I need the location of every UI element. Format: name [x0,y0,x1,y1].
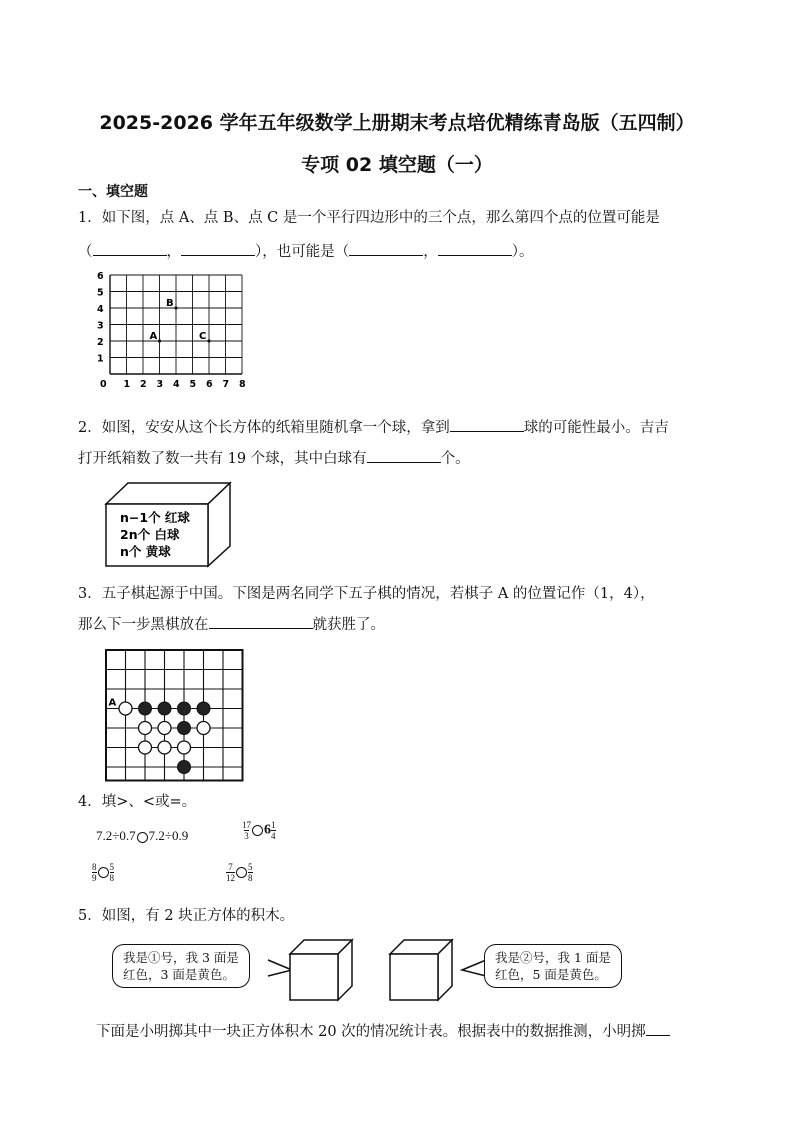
frac-num: 1 [271,820,276,830]
q1-grid-lines [110,275,242,374]
bubble-1-line-1: 我是①号，我 3 面是 [123,950,239,965]
point-c [207,339,210,342]
black-stone [178,722,191,735]
stone-a-label: A [108,697,117,709]
q1-blank-1[interactable] [93,241,167,256]
frac-den: 4 [271,831,276,841]
q1-comma-1: ， [166,244,181,260]
frac-den: 8 [109,873,114,883]
q4-item-3-right [110,862,115,883]
q4-item-1 [96,828,188,844]
q4-item-3 [92,862,114,883]
q2-blank-1[interactable] [450,417,524,432]
q4-circle-3[interactable] [98,867,109,878]
x-tick-label: 5 [189,379,197,390]
q4-item-4-left [226,862,235,883]
q1-grid-labels [97,271,246,390]
y-tick-label: 3 [97,320,104,332]
page-title: 2025-2026 学年五年级数学上册期末考点培优精练青岛版（五四制） [99,112,695,134]
q1-blank-3[interactable] [349,241,423,256]
q4-item-4-right [248,862,253,883]
q3-line-1: 3．五子棋起源于中国。下图是两名同学下五子棋的情况，若棋子 A 的位置记作（1，4）， [78,586,655,602]
black-stone [139,702,152,715]
q1-comma-2: ， [423,244,438,260]
white-stone [139,722,152,735]
black-stone [178,761,191,774]
q1-open: （ [78,244,93,260]
q1-blank-2[interactable] [181,241,255,256]
point-b [174,306,177,309]
q5-line-2 [96,1020,670,1041]
box-line-yellow: n个 黄球 [120,544,171,559]
q3-text-a: 那么下一步黑棋放在 [78,617,209,633]
frac-den: 9 [92,873,97,883]
q3-blank[interactable] [209,614,313,629]
y-tick-label: 5 [97,287,104,299]
q4-item-1-left: 7.2÷0.7 [96,828,136,843]
q4-circle-1[interactable] [137,832,148,843]
q2-text-a: 2．如图，安安从这个长方体的纸箱里随机拿一个球，拿到 [78,420,450,436]
box-line-red: n−1个 红球 [120,510,190,525]
q4-item-2-left [242,820,251,841]
q1-blank-4[interactable] [438,241,512,256]
y-tick-label: 1 [97,353,104,365]
section-heading: 一、填空题 [78,184,148,200]
x-tick-label: 8 [239,379,246,390]
q5-line-2-text: 下面是小明掷其中一块正方体积木 20 次的情况统计表。根据表中的数据推测，小明掷 [96,1024,646,1040]
frac-num: 17 [242,820,251,830]
q4-item-2-whole: 6 [264,822,271,838]
point-label-c: C [199,331,207,342]
q4-circle-4[interactable] [236,867,247,878]
q2-box-figure [104,480,234,570]
x-tick-label: 2 [140,379,147,390]
x-tick-label: 0 [100,379,107,390]
point-a [158,339,161,342]
x-tick-label: 6 [206,379,213,390]
frac-num: 8 [92,862,97,872]
speech-bubble-cube-2 [484,944,622,988]
frac-num: 5 [248,862,253,872]
x-tick-label: 7 [222,379,230,390]
black-stone [178,702,191,715]
q4-item-2 [242,820,276,841]
q3-text-b: 就获胜了。 [312,617,385,633]
frac-num: 7 [228,862,233,872]
white-stone [119,702,132,715]
black-stone [158,702,171,715]
point-label-a: A [149,331,158,342]
q4-circle-2[interactable] [252,825,263,836]
q1-coordinate-grid [92,271,257,398]
speech-bubble-cube-1 [112,944,250,988]
q4-item-1-right: 7.2÷0.9 [148,828,189,843]
white-stone [158,741,171,754]
bubble-2-line-2: 红色，5 面是黄色。 [495,967,607,982]
q1-end: ）。 [511,244,534,260]
frac-den: 12 [226,873,235,883]
q4-item-3-left [92,862,97,883]
q2-text-d: 个。 [440,451,470,467]
q1-answer-line [78,240,534,261]
page-subtitle: 专项 02 填空题（一） [301,154,493,176]
q2-blank-2[interactable] [367,448,441,463]
white-stone [158,722,171,735]
white-stone [139,741,152,754]
point-label-b: B [166,298,174,309]
bubble-2-line-1: 我是②号，我 1 面是 [495,950,611,965]
q2-line-1 [78,416,669,437]
q2-text-b: 球的可能性最小。吉吉 [523,420,669,436]
y-tick-label: 4 [97,304,104,315]
bubble-1-line-2: 红色，3 面是黄色。 [123,967,235,982]
white-stone [197,722,210,735]
x-tick-label: 4 [173,379,180,390]
frac-den: 3 [244,831,249,841]
q2-line-2 [78,447,470,468]
y-tick-label: 2 [97,337,104,348]
cube-1-figure [286,936,356,1004]
box-line-white: 2n个 白球 [120,527,180,542]
frac-num: 5 [109,862,114,872]
q1-text: 1．如下图，点 A、点 B、点 C 是一个平行四边形中的三个点，那么第四个点的位置可能是 [78,210,660,226]
q2-text-c: 打开纸箱数了数一共有 19 个球，其中白球有 [78,451,367,467]
q4-item-2-right [271,820,276,841]
white-stone [178,741,191,754]
frac-den: 8 [248,873,253,883]
q3-line-2 [78,613,385,634]
q4-item-4 [226,862,253,883]
cube-2-figure [386,936,456,1004]
q5-blank[interactable] [646,1021,670,1036]
q4-text: 4．填>、<或=。 [78,794,197,810]
q3-gomoku-board [104,646,248,778]
x-tick-label: 3 [156,379,164,390]
q1-mid: ），也可能是（ [255,244,350,260]
q5-text: 5．如图，有 2 块正方体的积木。 [78,908,295,924]
black-stone [197,702,210,715]
y-tick-label: 6 [97,271,104,282]
x-tick-label: 1 [123,379,131,390]
